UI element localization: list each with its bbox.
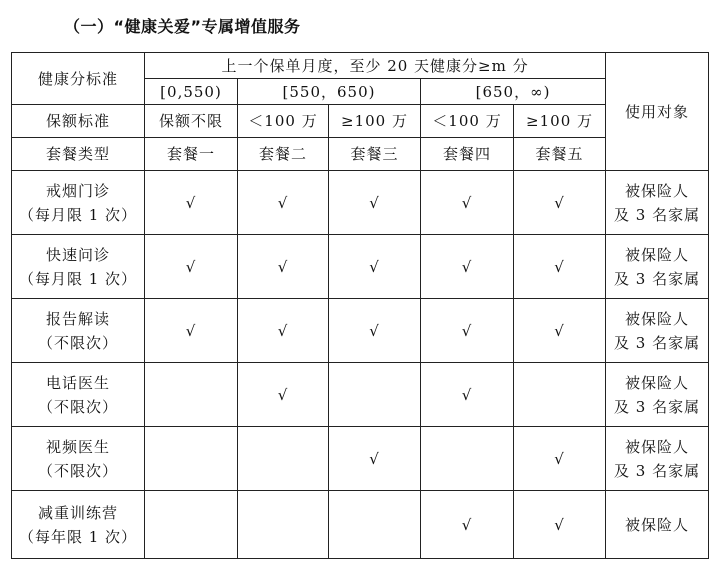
check-mark-icon: √ xyxy=(277,257,289,276)
check-mark-icon: √ xyxy=(277,193,289,212)
service-rows xyxy=(12,171,709,559)
availability-cell xyxy=(329,235,421,299)
target-text: 及 3 名家属 xyxy=(614,397,701,416)
package-cell: 套餐一 xyxy=(145,138,238,171)
availability-cell xyxy=(421,235,514,299)
check-mark-icon: √ xyxy=(185,193,197,212)
package-cell: 套餐二 xyxy=(238,138,329,171)
range-cell: [650，∞) xyxy=(421,79,606,105)
check-mark-icon: √ xyxy=(554,257,565,276)
package-cell: 套餐四 xyxy=(421,138,514,171)
availability-cell xyxy=(145,491,238,559)
header-row-package xyxy=(12,138,709,171)
service-name-cell xyxy=(12,235,145,299)
availability-cell xyxy=(421,363,514,427)
table-row xyxy=(12,363,709,427)
availability-cell xyxy=(238,363,329,427)
check-mark-icon: √ xyxy=(461,385,473,404)
availability-cell xyxy=(329,491,421,559)
availability-cell xyxy=(145,235,238,299)
target-text: 及 3 名家属 xyxy=(614,461,701,480)
check-mark-icon: √ xyxy=(369,321,380,340)
coverage-cell: ≥100 万 xyxy=(329,105,421,138)
target-cell xyxy=(606,235,709,299)
section-heading: （一）“健康关爱”专属增值服务 xyxy=(64,17,301,36)
availability-cell xyxy=(238,427,329,491)
health-score-header: 健康分标准 xyxy=(12,53,145,105)
service-name-cell xyxy=(12,491,145,559)
table-row xyxy=(12,171,709,235)
availability-cell xyxy=(421,299,514,363)
coverage-cell: ＜100 万 xyxy=(421,105,514,138)
check-mark-icon: √ xyxy=(554,193,565,212)
service-name: 快速问诊 xyxy=(45,245,110,264)
check-mark-icon: √ xyxy=(369,193,380,212)
check-mark-icon: √ xyxy=(461,515,473,534)
target-cell xyxy=(606,171,709,235)
availability-cell xyxy=(238,235,329,299)
availability-cell xyxy=(145,363,238,427)
check-mark-icon: √ xyxy=(185,321,197,340)
service-limit: （不限次） xyxy=(37,333,118,352)
service-name-cell xyxy=(12,427,145,491)
package-cell: 套餐三 xyxy=(329,138,421,171)
availability-cell xyxy=(238,299,329,363)
availability-cell xyxy=(329,427,421,491)
table-row xyxy=(12,235,709,299)
availability-cell xyxy=(514,171,606,235)
availability-cell xyxy=(238,171,329,235)
target-text: 被保险人 xyxy=(625,309,690,328)
check-mark-icon: √ xyxy=(554,449,565,468)
target-text: 被保险人 xyxy=(625,373,690,392)
service-name-cell xyxy=(12,171,145,235)
availability-cell xyxy=(329,299,421,363)
target-text: 被保险人 xyxy=(625,245,690,264)
table-row xyxy=(12,427,709,491)
availability-cell xyxy=(145,427,238,491)
availability-cell xyxy=(514,235,606,299)
service-limit: （不限次） xyxy=(37,461,118,480)
target-text: 被保险人 xyxy=(625,437,690,456)
coverage-cell: 保额不限 xyxy=(145,105,238,138)
availability-cell xyxy=(145,171,238,235)
target-text: 被保险人 xyxy=(625,181,690,200)
target-cell xyxy=(606,491,709,559)
period-header: 上一个保单月度，至少 20 天健康分≥m 分 xyxy=(145,53,606,79)
availability-cell xyxy=(421,171,514,235)
range-cell: [550，650) xyxy=(238,79,421,105)
availability-cell xyxy=(421,491,514,559)
check-mark-icon: √ xyxy=(277,321,289,340)
service-name: 报告解读 xyxy=(45,309,110,328)
check-mark-icon: √ xyxy=(461,193,473,212)
service-name-cell xyxy=(12,299,145,363)
table-row xyxy=(12,299,709,363)
service-limit: （每月限 1 次） xyxy=(18,205,138,224)
header-row-coverage xyxy=(12,105,709,138)
package-header: 套餐类型 xyxy=(12,138,145,171)
coverage-cell: ＜100 万 xyxy=(238,105,329,138)
target-text: 被保险人 xyxy=(625,515,690,534)
availability-cell xyxy=(329,363,421,427)
coverage-header: 保额标准 xyxy=(12,105,145,138)
availability-cell xyxy=(421,427,514,491)
availability-cell xyxy=(145,299,238,363)
service-limit: （不限次） xyxy=(37,397,118,416)
availability-cell xyxy=(514,491,606,559)
service-table xyxy=(11,52,709,559)
service-name: 戒烟门诊 xyxy=(45,181,110,200)
target-text: 及 3 名家属 xyxy=(614,269,701,288)
service-name: 减重训练营 xyxy=(37,503,118,522)
check-mark-icon: √ xyxy=(277,385,289,404)
target-cell xyxy=(606,363,709,427)
range-cell: [0,550) xyxy=(145,79,238,105)
target-text: 及 3 名家属 xyxy=(614,205,701,224)
target-text: 及 3 名家属 xyxy=(614,333,701,352)
service-name: 视频医生 xyxy=(45,437,110,456)
check-mark-icon: √ xyxy=(461,321,473,340)
service-name: 电话医生 xyxy=(45,373,110,392)
coverage-cell: ≥100 万 xyxy=(514,105,606,138)
target-header: 使用对象 xyxy=(606,53,709,171)
check-mark-icon: √ xyxy=(554,321,565,340)
check-mark-icon: √ xyxy=(185,257,197,276)
header-row-period xyxy=(12,53,709,79)
service-limit: （每年限 1 次） xyxy=(18,527,138,546)
availability-cell xyxy=(514,427,606,491)
service-name-cell xyxy=(12,363,145,427)
package-cell: 套餐五 xyxy=(514,138,606,171)
availability-cell xyxy=(329,171,421,235)
availability-cell xyxy=(238,491,329,559)
availability-cell xyxy=(514,363,606,427)
availability-cell xyxy=(514,299,606,363)
target-cell xyxy=(606,427,709,491)
check-mark-icon: √ xyxy=(554,515,565,534)
check-mark-icon: √ xyxy=(369,257,380,276)
check-mark-icon: √ xyxy=(461,257,473,276)
table-row xyxy=(12,491,709,559)
check-mark-icon: √ xyxy=(369,449,380,468)
service-limit: （每月限 1 次） xyxy=(18,269,138,288)
target-cell xyxy=(606,299,709,363)
